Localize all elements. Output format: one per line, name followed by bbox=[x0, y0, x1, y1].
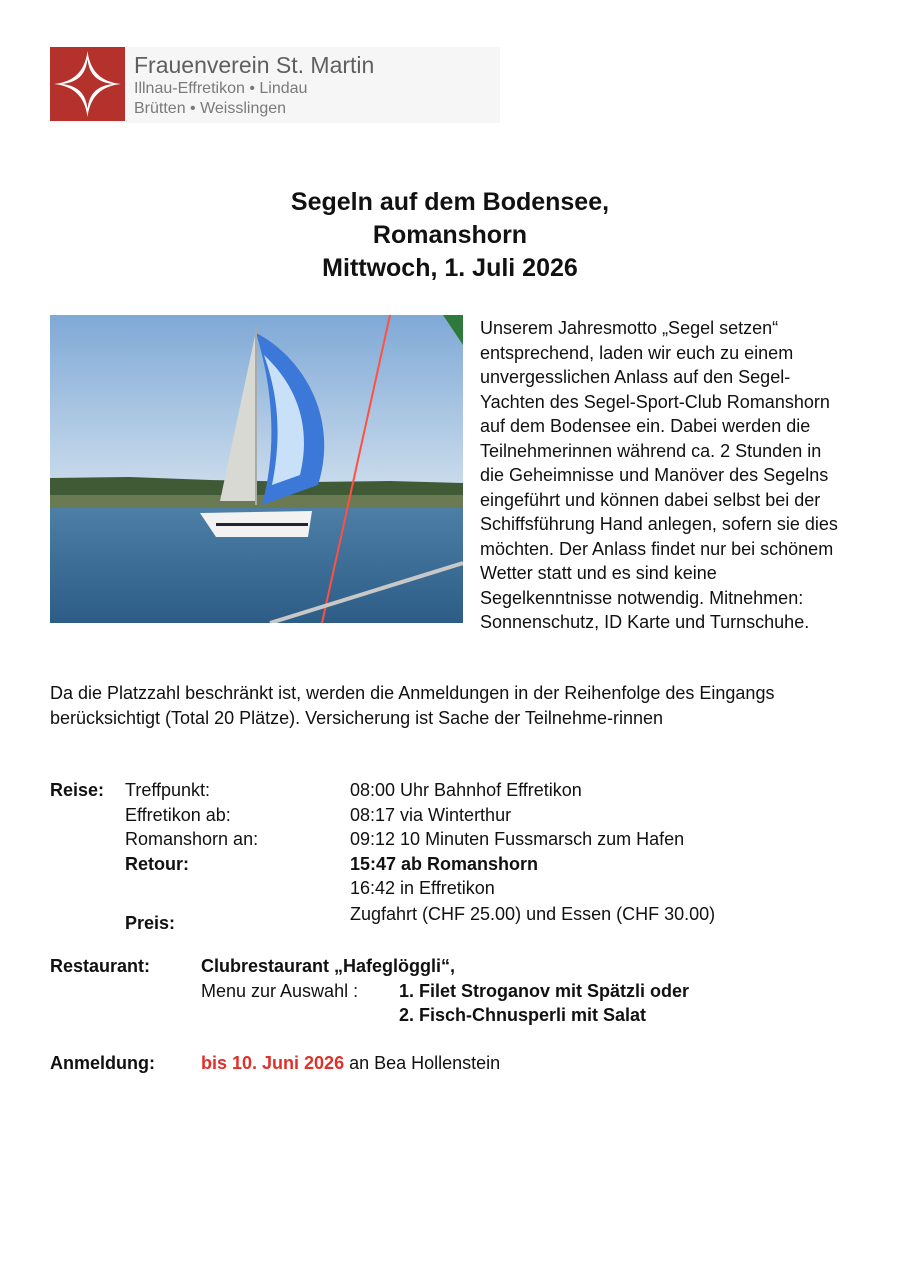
registration-contact: an Bea Hollenstein bbox=[349, 1053, 501, 1073]
menu-row bbox=[50, 1003, 850, 1028]
registration-details bbox=[201, 1051, 500, 1076]
price-value: Zugfahrt (CHF 25.00) und Essen (CHF 30.00) bbox=[350, 903, 716, 924]
travel-label: Reise: bbox=[50, 780, 105, 800]
organization-logo bbox=[50, 47, 500, 123]
travel-value: 09:12 10 Minuten Fussmarsch zum Hafen bbox=[350, 829, 685, 849]
page-title bbox=[0, 186, 900, 285]
restaurant-row bbox=[50, 954, 850, 979]
title-line-1: Segeln auf dem Bodensee, bbox=[290, 188, 610, 216]
travel-key: Treffpunkt: bbox=[125, 780, 211, 800]
registration-deadline: bis 10. Juni 2026 bbox=[201, 1053, 345, 1073]
logo-star-icon bbox=[50, 47, 125, 121]
restaurant-label: Restaurant: bbox=[50, 956, 151, 976]
registration-row bbox=[50, 1051, 750, 1076]
travel-value: 08:17 via Winterthur bbox=[350, 804, 512, 825]
travel-value: 15:47 ab Romanshorn bbox=[350, 853, 539, 874]
org-name: Frauenverein St. Martin bbox=[134, 52, 375, 78]
title-line-3: Mittwoch, 1. Juli 2026 bbox=[322, 254, 578, 282]
restaurant-name: Clubrestaurant „Hafeglöggli“, bbox=[201, 956, 456, 976]
restaurant-section bbox=[50, 954, 850, 1028]
travel-key: Retour: bbox=[125, 853, 189, 874]
intro-paragraph bbox=[50, 316, 850, 635]
travel-key: Romanshorn an: bbox=[125, 829, 259, 849]
registration-label: Anmeldung: bbox=[50, 1053, 155, 1073]
price-label: Preis: bbox=[125, 912, 176, 933]
org-locations-1: Illnau-Effretikon • Lindau bbox=[134, 80, 308, 97]
org-locations-2: Brütten • Weisslingen bbox=[134, 100, 287, 117]
registration-section bbox=[50, 1051, 750, 1076]
travel-key: Effretikon ab: bbox=[125, 804, 231, 825]
intro-text: Unserem Jahresmotto „Segel setzen“ entsprechend, laden wir euch zu einem unvergesslichen Anlass auf den Segel-Yachten des Segel-Sport-Club Romanshorn auf dem Bodensee ein. Dabei werden die Teilnehmerinnen während ca. 2 Stunden in die Geheimnisse und Manöver des Segelns eingeführt und können dabei selbst bei der Schiffsführung Hand anlegen, sofern sie dies möchten. Der Anlass findet nur bei schönem Wetter statt und es sind keine Segelkenntnisse notwendig. Mitnehmen: Sonnenschutz, ID Karte und Turnschuhe. bbox=[480, 318, 838, 632]
menu-label: Menu zur Auswahl : bbox=[201, 980, 359, 1001]
travel-value: 16:42 in Effretikon bbox=[350, 878, 495, 898]
menu-option-1: 1. Filet Stroganov mit Spätzli oder bbox=[399, 980, 690, 1001]
registration-note: Da die Platzzahl beschränkt ist, werden die Anmeldungen in der Reihenfolge des Eingangs berücksichtigt (Total 20 Plätze). Versicherung ist Sache der Teilnehme-rinnen bbox=[50, 683, 775, 728]
menu-option-2: 2. Fisch-Chnusperli mit Salat bbox=[399, 1005, 647, 1025]
logo-text bbox=[134, 51, 374, 119]
title-line-2: Romanshorn bbox=[372, 221, 528, 249]
photo-spacer bbox=[50, 316, 480, 628]
menu-row bbox=[50, 979, 850, 1004]
travel-value: 08:00 Uhr Bahnhof Effretikon bbox=[350, 780, 582, 800]
